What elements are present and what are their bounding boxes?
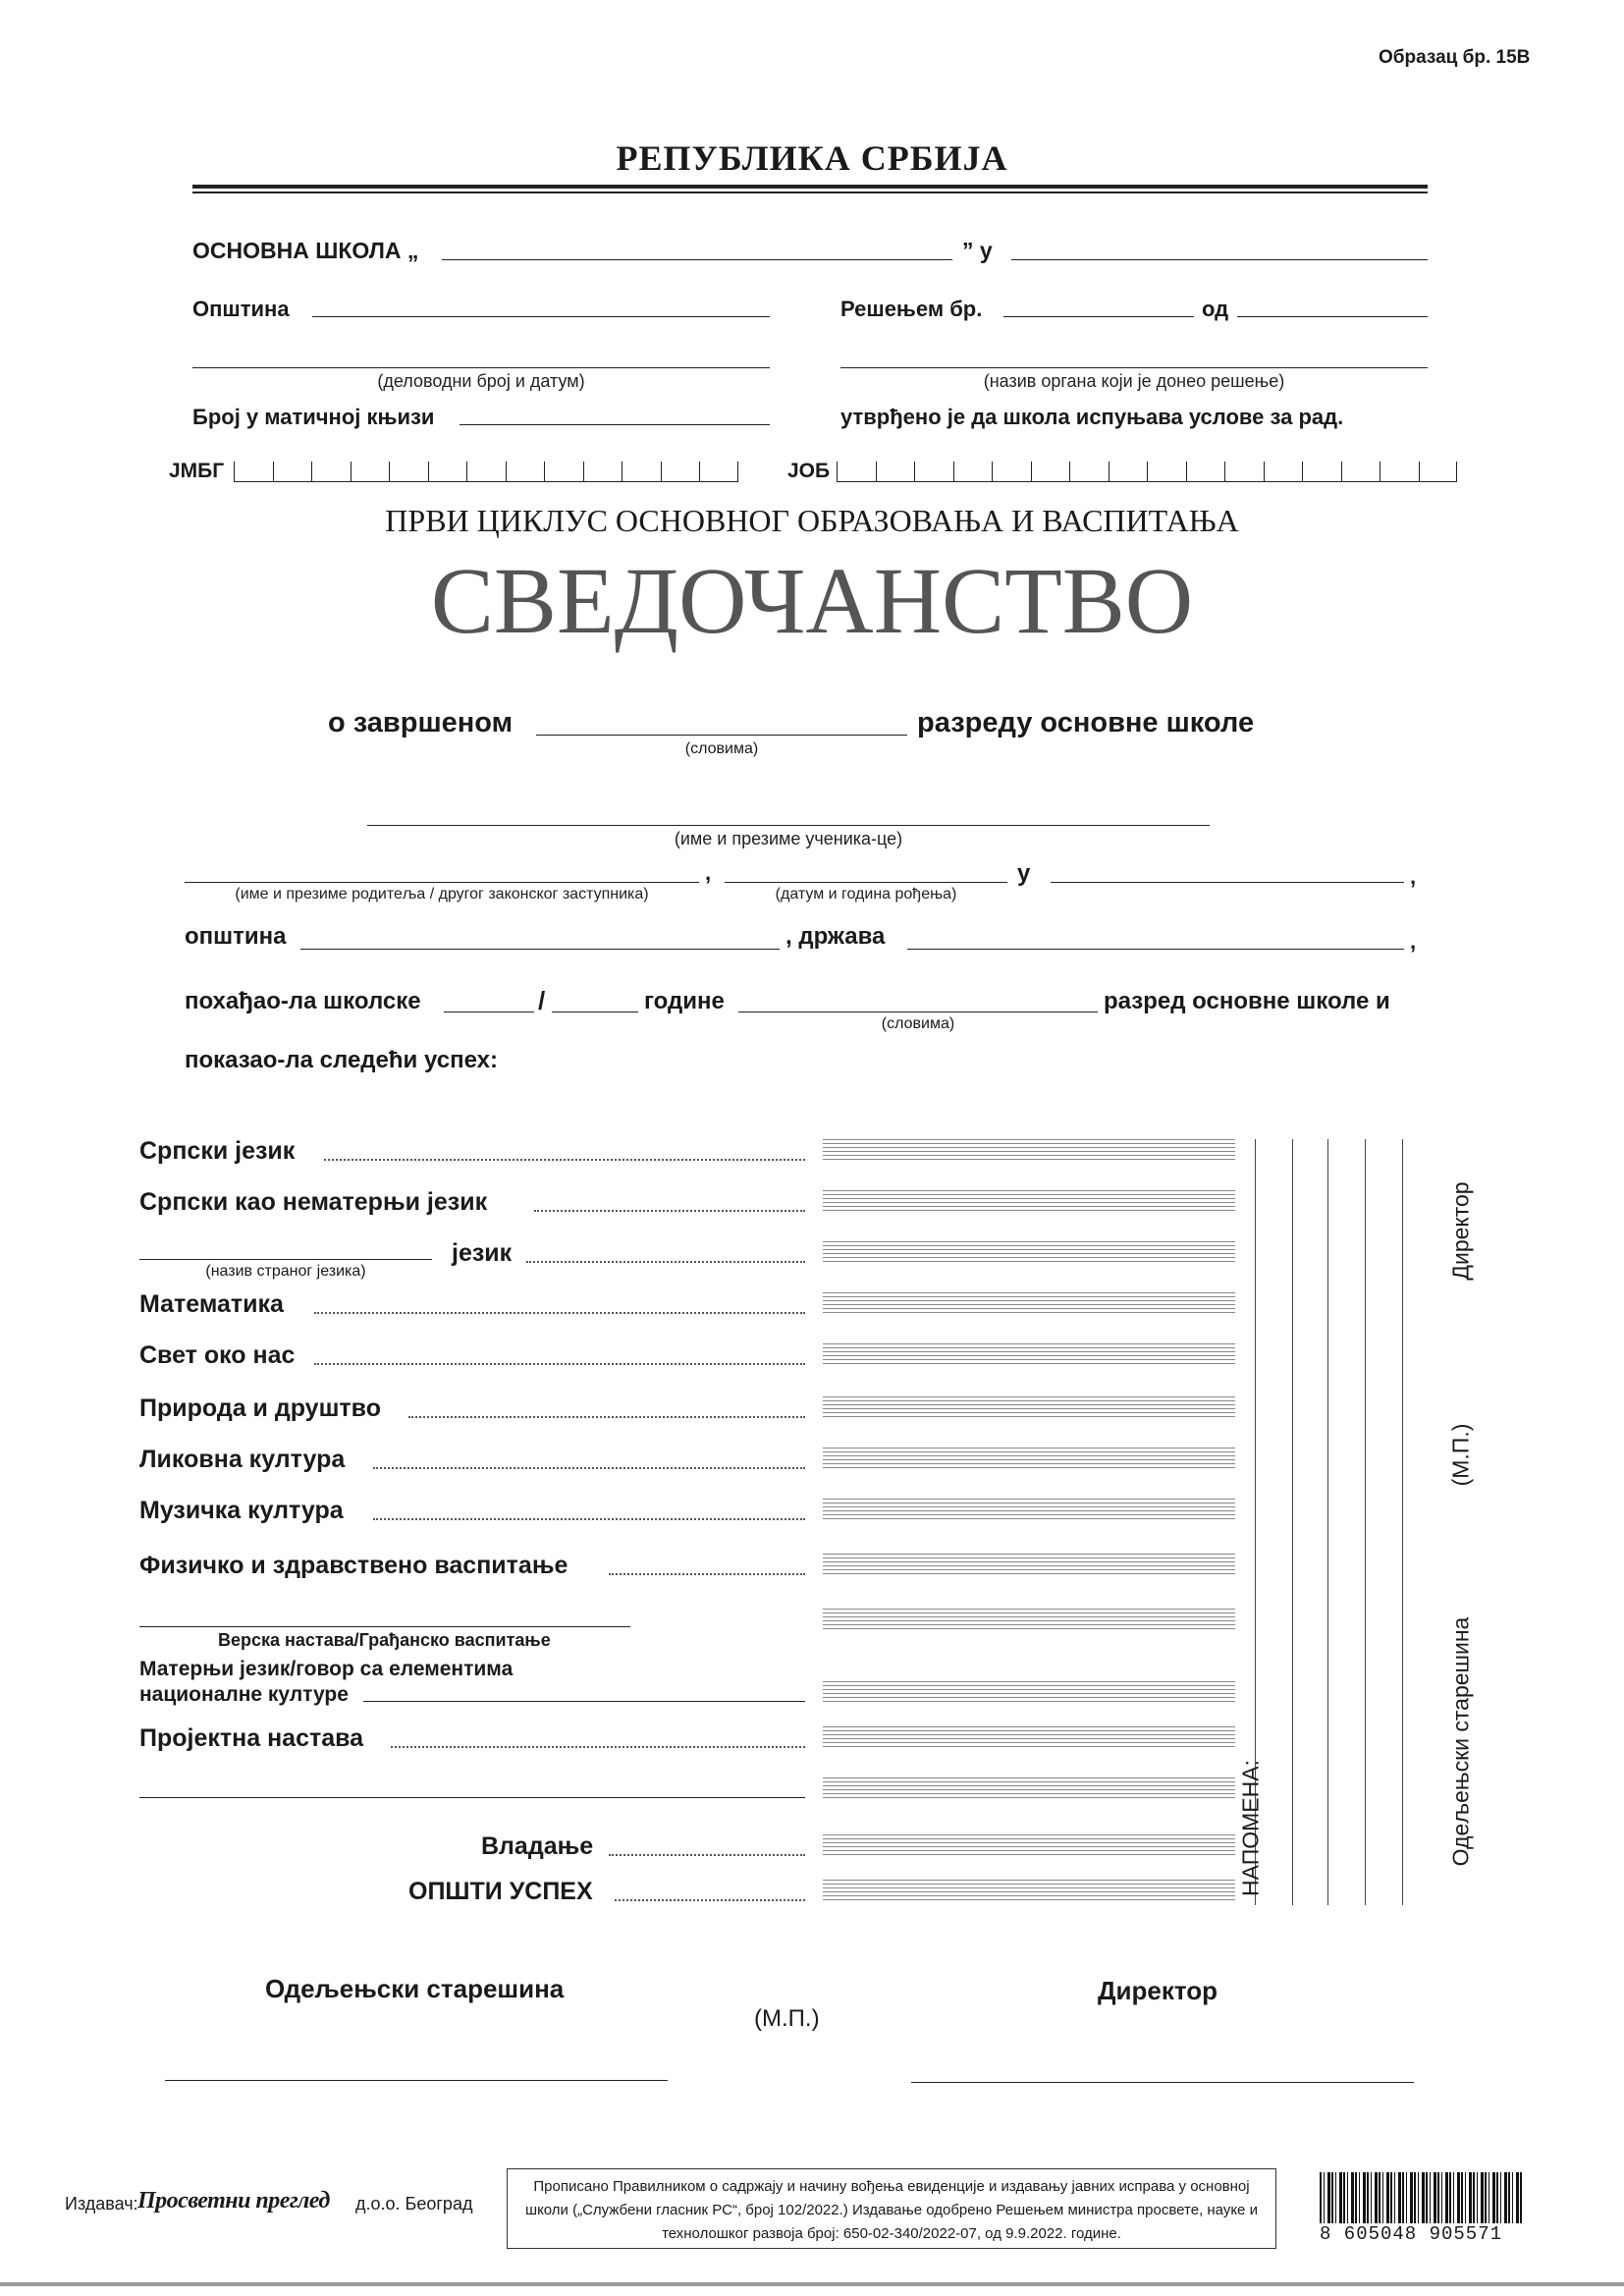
note-column-line-3 — [1327, 1139, 1328, 1905]
student-name-caption: (име и презиме ученика-це) — [674, 829, 903, 848]
page-bottom-edge — [0, 2282, 1624, 2286]
delovodni-field[interactable] — [192, 367, 770, 368]
completed-grade-field[interactable] — [536, 735, 907, 736]
subject-pe: Физичко и здравствено васпитање — [139, 1552, 568, 1579]
subject-math: Математика — [139, 1290, 284, 1318]
comma-3: , — [1410, 929, 1417, 954]
class-teacher-signature-label: Одељењски старешина — [265, 1974, 565, 2003]
grade-field-project[interactable] — [823, 1726, 1235, 1748]
grade-field-extra[interactable] — [823, 1777, 1235, 1799]
comma-2: , — [1410, 864, 1417, 889]
note-label: НАПОМЕНА: — [1237, 1760, 1264, 1896]
header-rule-thick — [192, 185, 1428, 189]
school-location-label: ” у — [962, 238, 993, 263]
municipality-label: Општина — [192, 297, 290, 321]
student-country-field[interactable] — [907, 949, 1404, 950]
grade-field-foreign-language[interactable] — [823, 1241, 1235, 1263]
grade-field-mother-tongue[interactable] — [823, 1681, 1235, 1703]
jmbg-label: ЈМБГ — [169, 460, 225, 482]
overall-label: ОПШТИ УСПЕХ — [408, 1878, 593, 1905]
comma-1: , — [705, 860, 712, 885]
subject-foreign-language: језик — [452, 1239, 513, 1267]
jmbg-boxes[interactable] — [234, 462, 738, 482]
school-name-field[interactable] — [442, 259, 952, 260]
header-rule-thin — [192, 191, 1428, 193]
grade-field-art[interactable] — [823, 1448, 1235, 1469]
mother-tongue-field[interactable] — [363, 1701, 805, 1702]
school-year-end-field[interactable] — [552, 1011, 638, 1012]
note-column-line-4 — [1365, 1139, 1366, 1905]
school-location-field[interactable] — [1011, 259, 1428, 260]
grade-field-religion-civic[interactable] — [823, 1609, 1235, 1630]
student-country-label: , држава — [785, 923, 886, 950]
subject-world-around: Свет око нас — [139, 1341, 296, 1369]
school-label: ОСНОВНА ШКОЛА „ — [192, 238, 419, 263]
dob-field[interactable] — [725, 882, 1007, 883]
document-title: СВЕДОЧАНСТВО — [430, 548, 1194, 653]
decision-label: Решењем бр. — [840, 297, 983, 321]
form-number: Образац бр. 15В — [1379, 47, 1531, 68]
decision-date-field[interactable] — [1237, 316, 1428, 317]
subject-serbian-nonnative: Српски као нематерњи језик — [139, 1188, 488, 1216]
grade-field-pe[interactable] — [823, 1554, 1235, 1575]
delovodni-caption: (деловодни број и датум) — [377, 371, 585, 391]
subject-project: Пројектна настава — [139, 1724, 364, 1752]
behavior-label: Владање — [481, 1832, 594, 1860]
grade-field-serbian-nonnative[interactable] — [823, 1190, 1235, 1212]
register-field[interactable] — [460, 424, 770, 425]
grade-field-nature-society[interactable] — [823, 1396, 1235, 1418]
country-title: РЕПУБЛИКА СРБИЈА — [616, 138, 1008, 178]
completed-words-caption: (словима) — [684, 740, 759, 757]
dob-caption: (датум и година рођења) — [775, 886, 957, 902]
class-teacher-signature-line[interactable] — [165, 2080, 668, 2081]
subject-mother-tongue-line1: Матерњи језик/говор са елементима — [139, 1658, 514, 1680]
year-slash: / — [538, 986, 546, 1015]
publisher-suffix: д.о.о. Београд — [355, 2194, 473, 2214]
organ-caption: (назив органа који је донео решење) — [983, 371, 1285, 391]
note-column-line-2 — [1292, 1139, 1293, 1905]
job-label: ЈОБ — [787, 460, 831, 482]
signature-mp-label: (М.П.) — [754, 2005, 820, 2032]
completed-prefix: о завршеном — [328, 707, 514, 738]
municipality-field[interactable] — [312, 316, 770, 317]
attended-words-caption: (словима) — [881, 1015, 955, 1032]
grade-suffix: разред основне школе и — [1104, 988, 1390, 1014]
school-year-start-field[interactable] — [444, 1011, 534, 1012]
director-signature-label: Директор — [1098, 1976, 1218, 2005]
publisher-prefix: Издавач: — [65, 2194, 138, 2214]
success-label: показао-ла следећи успех: — [185, 1047, 498, 1073]
years-label: године — [644, 988, 725, 1014]
student-name-field[interactable] — [367, 825, 1210, 826]
completed-suffix: разреду основне школе — [917, 707, 1255, 738]
cycle-title: ПРВИ ЦИКЛУС ОСНОВНОГ ОБРАЗОВАЊА И ВАСПИТАЊА — [385, 503, 1239, 538]
note-column-line-5 — [1402, 1139, 1403, 1905]
subject-music: Музичка култура — [139, 1497, 344, 1524]
subject-art: Ликовна култура — [139, 1446, 346, 1473]
side-mp-label: (М.П.) — [1447, 1423, 1474, 1487]
subject-serbian: Српски језик — [139, 1137, 296, 1165]
side-class-teacher-label: Одељењски старешина — [1447, 1616, 1474, 1867]
decision-from-label: од — [1202, 297, 1229, 321]
student-municipality-field[interactable] — [300, 949, 780, 950]
parent-name-field[interactable] — [185, 882, 699, 883]
grade-field-world-around[interactable] — [823, 1343, 1235, 1365]
job-boxes[interactable] — [837, 462, 1457, 482]
grade-field-math[interactable] — [823, 1292, 1235, 1314]
publisher-logo: Просветни преглед — [137, 2188, 330, 2214]
parent-caption: (име и презиме родитеља / другог законског заступника) — [235, 886, 649, 902]
subject-nature-society: Природа и друштво — [139, 1394, 381, 1422]
attended-grade-field[interactable] — [738, 1011, 1098, 1012]
grade-field-music[interactable] — [823, 1499, 1235, 1520]
register-label: Број у матичној књизи — [192, 405, 435, 429]
foreign-language-caption: (назив страног језика) — [205, 1263, 366, 1280]
attended-label: похађао-ла школске — [185, 988, 421, 1014]
subject-mother-tongue-line2: националне културе — [139, 1683, 349, 1706]
subject-religion-civic-caption: Верска настава/Грађанско васпитање — [218, 1630, 551, 1650]
student-municipality-label: општина — [185, 923, 287, 950]
religion-civic-field[interactable] — [139, 1626, 630, 1627]
birth-place-field[interactable] — [1051, 882, 1404, 883]
grade-field-behavior[interactable] — [823, 1834, 1235, 1856]
grade-field-overall[interactable] — [823, 1880, 1235, 1901]
extra-subject-field[interactable] — [139, 1797, 805, 1798]
conditions-text: утврђено је да школа испуњава услове за рад. — [840, 405, 1344, 429]
organ-field[interactable] — [840, 367, 1428, 368]
director-signature-line[interactable] — [911, 2082, 1414, 2083]
decision-number-field[interactable] — [1003, 316, 1194, 317]
place-in-label: у — [1017, 860, 1031, 887]
legal-notice: Прописано Правилником о садржају и начину вођења евиденције и издавању јавних исправа у основној школи („Службени гласник РС“, број 102/2022.) Издавање одобрено Решењем министра просвете, науке и технолошког развоја број: 650-02-340/2022-07, од 9.9.2022. године. — [507, 2168, 1276, 2249]
grade-field-serbian[interactable] — [823, 1139, 1235, 1161]
side-director-label: Директор — [1447, 1181, 1474, 1281]
foreign-language-field[interactable] — [139, 1259, 432, 1260]
barcode-number: 8 605048 905571 — [1319, 2223, 1503, 2245]
barcode — [1320, 2172, 1524, 2223]
